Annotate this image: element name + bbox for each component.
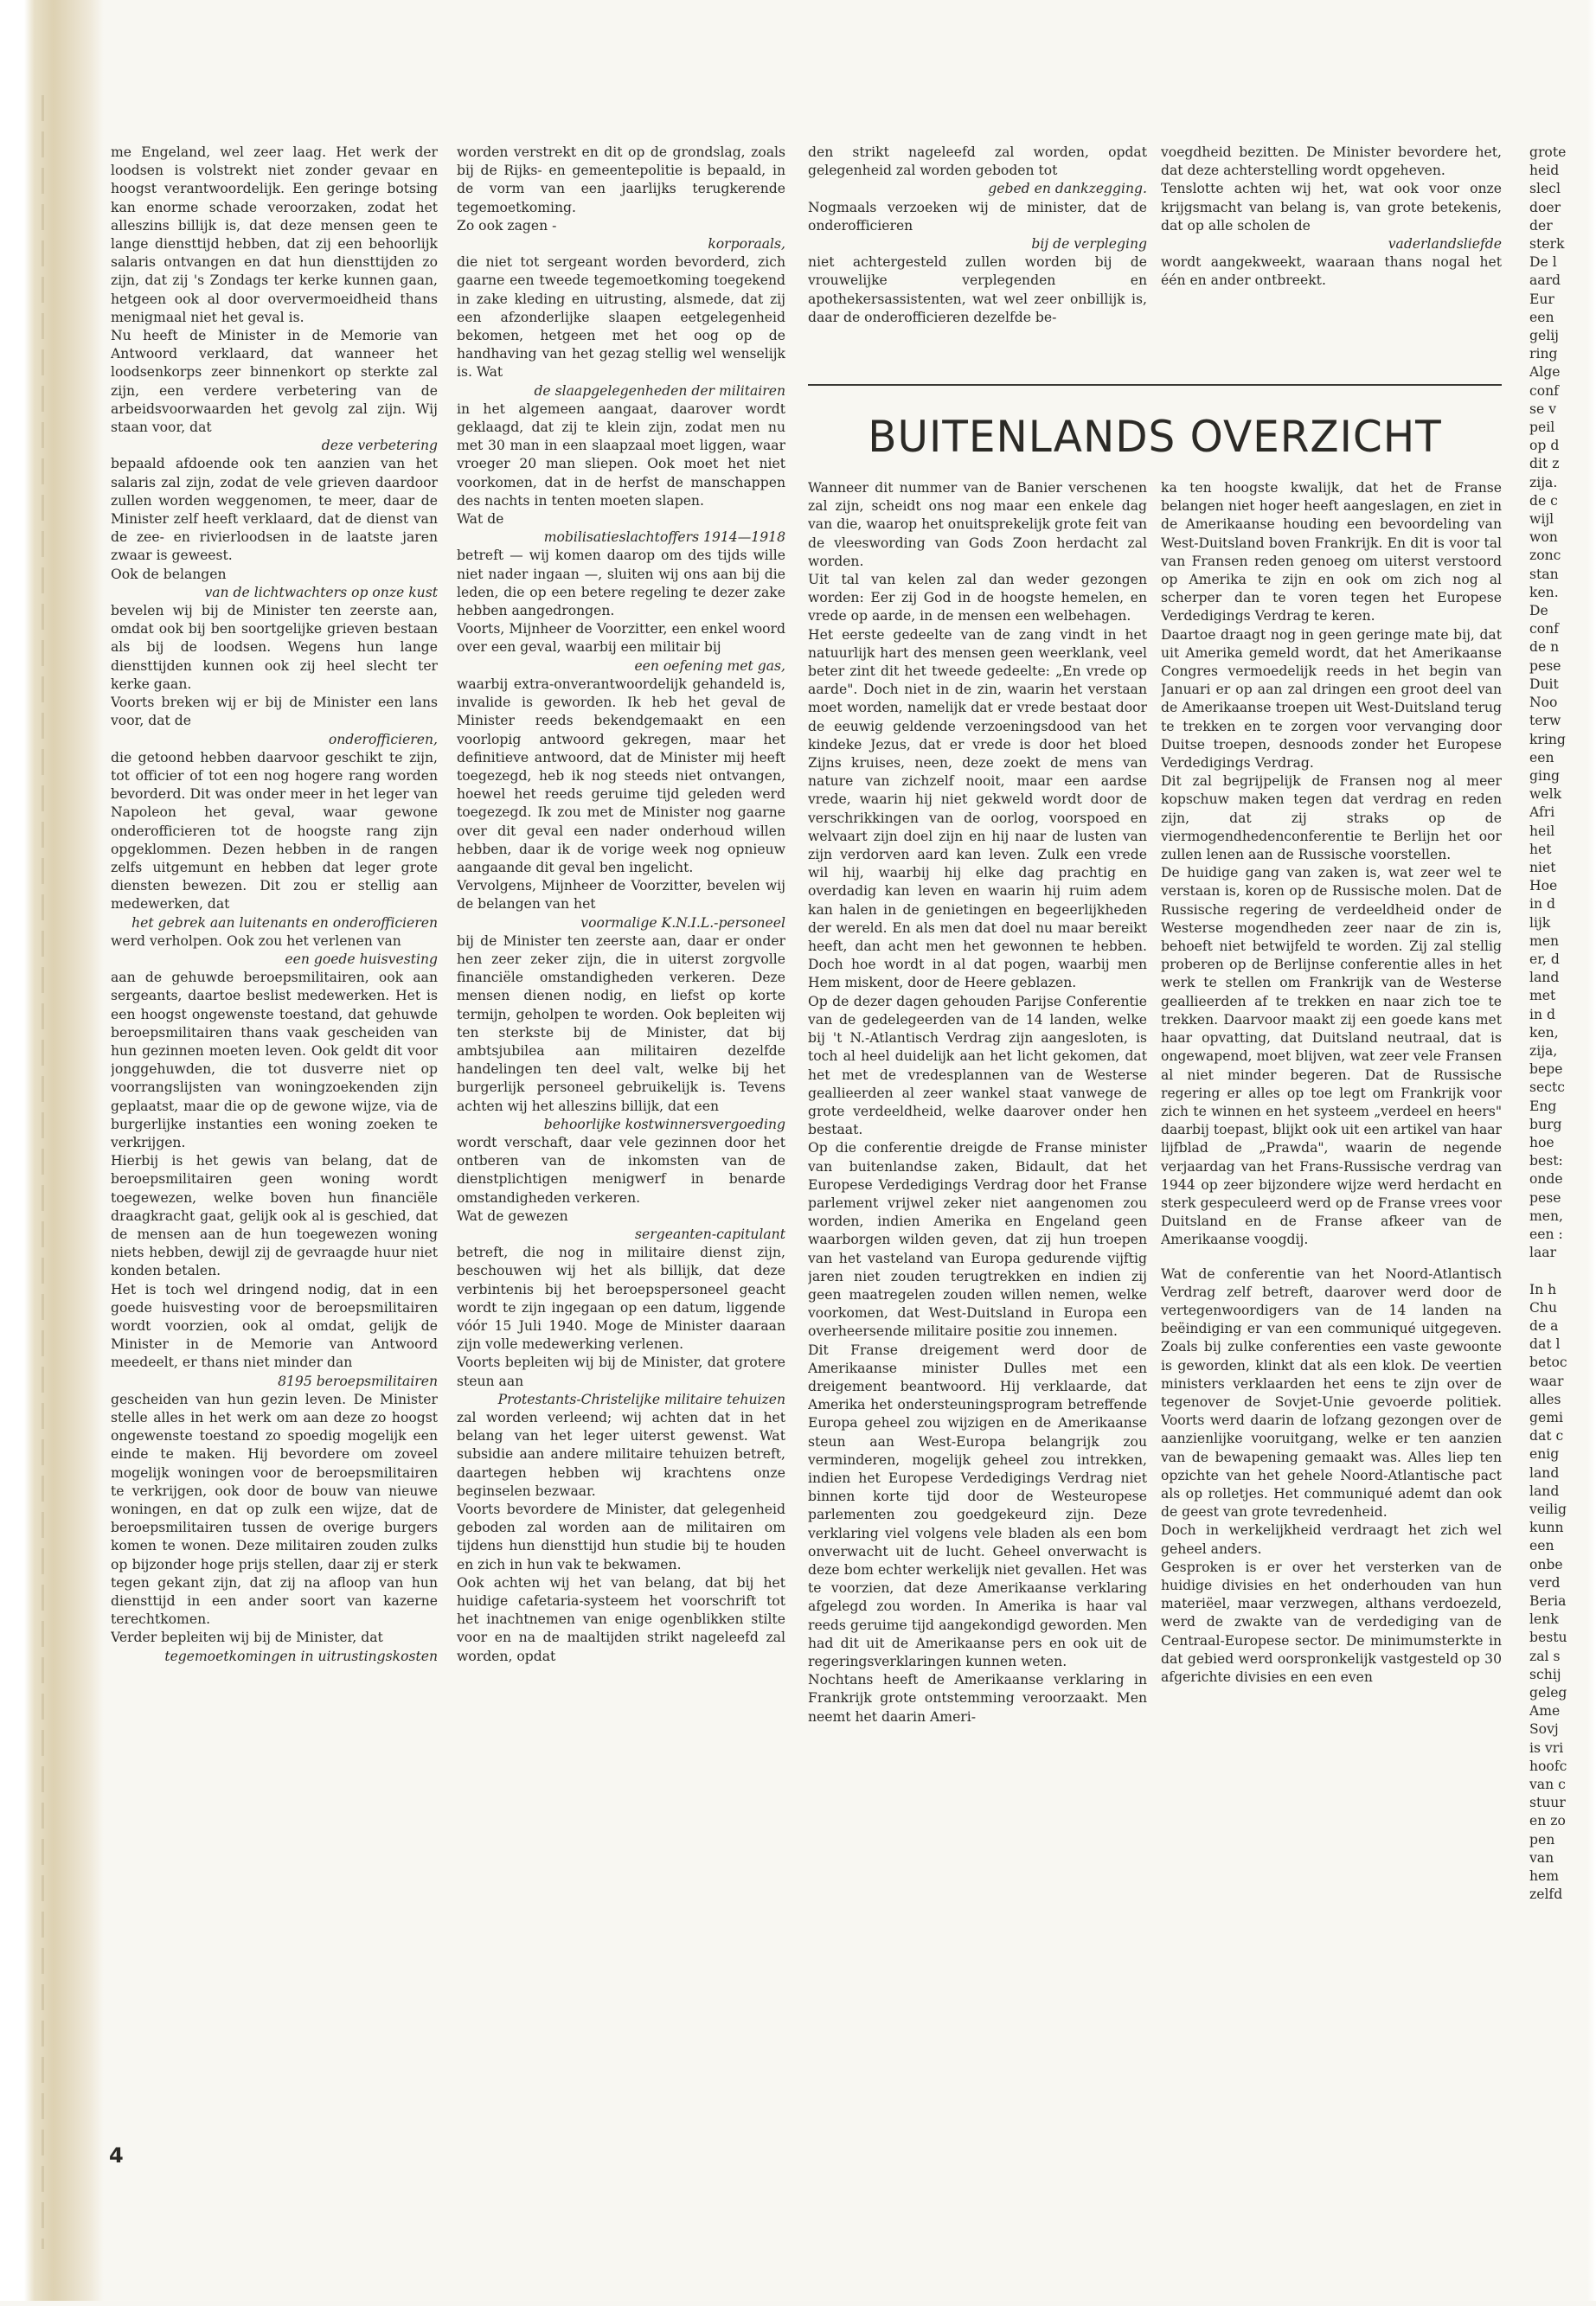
- paragraph: Gesproken is er over het versterken van de huidige divisies en het onderhouden van hun materiëel, maar verzwegen, althans verdoezeld, werd de zwakte van de verdediging van de Centraal-Europese sector. De minimumsterkte in dat gebied werd oorspronkelijk vastgesteld op 30 afgerichte divisies en een even: [1161, 1559, 1502, 1685]
- fragment-line: pese: [1529, 657, 1561, 674]
- section-headline: BUITENLANDS OVERZICHT: [868, 412, 1442, 462]
- fragment-line: Beria: [1529, 1593, 1567, 1610]
- paragraph: ka ten hoogste kwalijk, dat het de Franse belangen niet hoger heeft aangeslagen, en ziet in de Amerikaanse houding een bevoordeling van West-Duitsland boven Frankrijk. En dit is voor tal van Fransen reden genoeg om uiterst verstoord op Amerika te zijn en ook om zich nog al scherper dan te voren tegen het Europese Verdedigings Verdrag te keren.: [1161, 480, 1502, 625]
- fragment-line: zelfd: [1529, 1886, 1563, 1903]
- paragraph: Wat de conferentie van het Noord-Atlantisch Verdrag zelf betreft, daarover werd door de vertegenwoordigers van de 14 landen na beëindiging er van een communiqué uitgegeven. Zoals bij zulke conferenties een vaste gewoonte is geworden, klinkt dat als een klok. De veertien ministers verklaarden het eens te zijn over de tegenover de Sovjet-Unie gevoerde politiek. Voorts werd daarin de lofzang gezongen over de aanzienlijke vooruitgang, welke er ten aanzien van de bewapening gemaakt was. Alles liep ten opzichte van het gehele Noord-Atlantische pact als op rolletjes. Het communiqué ademt dan ook de geest van grote tevredenheid.: [1161, 1265, 1502, 1521]
- paragraph: wordt aangekweekt, waaraan thans nogal het één en ander ontbreekt.: [1161, 254, 1502, 289]
- fragment-line: Afri: [1529, 804, 1555, 821]
- fragment-line: ken,: [1529, 1024, 1559, 1041]
- paragraph: Uit tal van kelen zal dan weder gezongen worden: Eer zij God in de hoogste hemelen, en vrede op aarde, in de mensen een welbehagen.: [808, 572, 1147, 625]
- fragment-line: van: [1529, 1849, 1554, 1866]
- paragraph: me Engeland, wel zeer laag. Het werk der loodsen is volstrekt niet zonder gevaar en hoogst verantwoordelijk. Een geringe botsing kan enorme schade veroorzaken, zodat het alleszins billijk is, dat deze mensen geen te lange diensttijd hebben, dat zij een behoorlijk salaris ontvangen en dat hun diensttijden zo zijn, dat zij 's Zondags ter kerke kunnen gaan, hetgeen ook al door oververmoeidheid thans menigmaal niet het geval is.: [111, 144, 438, 325]
- italic-subheading: behoorlijke kostwinnersvergoeding: [543, 1116, 785, 1132]
- fragment-line: best:: [1529, 1153, 1563, 1169]
- fragment-line: Eur: [1529, 291, 1554, 307]
- binding-stitches: [42, 95, 44, 2249]
- fragment-line: de a: [1529, 1318, 1559, 1334]
- fragment-line: doer: [1529, 199, 1561, 215]
- fragment-line: op d: [1529, 438, 1560, 454]
- fragment-line: men: [1529, 932, 1560, 949]
- paragraph: Dit zal begrijpelijk de Fransen nog al meer kopschuw maken tegen dat verdrag en reden zijn, dat zij straks op de viermogendhedenconferentie te Berlijn het oor zullen lenen aan de Russische voorstellen.: [1161, 773, 1502, 863]
- fragment-line: waar: [1529, 1373, 1564, 1389]
- paragraph: bij de Minister ten zeerste aan, daar er onder hen zeer zeker zijn, die in uiterst zorgvolle financiële omstandigheden verkeren. Deze mensen dienen nodig, en liefst op korte termijn, geholpen te worden. Ook bepleiten wij ten sterkste bij de Minister, dat bij ambtsjubilea aan militairen dezelfde handelingen ten deel valt, welke bij het burgerlijk personeel gebruikelijk is. Tevens achten wij het alleszins billijk, dat een: [457, 932, 785, 1114]
- paragraph: aan de gehuwde beroepsmilitairen, ook aan sergeants, daartoe beslist medewerken. Het is een hoogst ongewenste toestand, dat gehuwde beroepsmilitairen thans vaak gescheiden van hun gezinnen moeten leven. Ook geldt dit voor jonggehuwden, die tot dusverre niet op voorrangslijsten van woningzoekenden zijn geplaatst, maar die op de gewone wijze, via de burgerlijke instanties een woning zoeken te verkrijgen.: [111, 970, 438, 1150]
- fragment-line: in d: [1529, 896, 1555, 913]
- fragment-line: hoofc: [1529, 1758, 1567, 1774]
- italic-subheading: mobilisatieslachtoffers 1914—1918: [543, 529, 785, 546]
- fragment-line: peil: [1529, 420, 1555, 436]
- paragraph: worden verstrekt en dit op de grondslag, zoals bij de Rijks- en gemeentepolitie is bepaald, in de vorm van een jaarlijks terugkerende tegemoetkoming.: [457, 144, 785, 215]
- fragment-line: Hoe: [1529, 878, 1558, 894]
- paragraph: betreft — wij komen daarop om des tijds wille niet nader ingaan —, sluiten wij ons aan bij die leden, die op een betere regeling te dezer zake hebben aangedrongen.: [457, 548, 785, 619]
- paragraph: Nogmaals verzoeken wij de minister, dat de onderofficieren: [808, 199, 1147, 234]
- fragment-line: bepe: [1529, 1061, 1563, 1078]
- paragraph: Op de dezer dagen gehouden Parijse Conferentie van de gedelegeerden van de 14 landen, welke bij 't N.-Atlantisch Verdrag zijn aangesloten, is toch al heel duidelijk aan het licht gekomen, dat het met de vredesplannen van de Westerse geallieerden al zeer wankel staat vanwege de grote verdeeldheid, welke daarover onder hen bestaat.: [808, 993, 1147, 1138]
- fragment-line: ging: [1529, 767, 1560, 784]
- fragment-line: de c: [1529, 492, 1558, 509]
- italic-subheading: korporaals,: [708, 236, 785, 253]
- paragraph: Nu heeft de Minister in de Memorie van Antwoord verklaard, dat wanneer het loodsenkorps zeer binnenkort op sterkte zal zijn, een verdere verbetering van de arbeidsvoorwaarden het gevolg zal zijn. Wij staan voor, dat: [111, 328, 438, 436]
- paragraph: Doch in werkelijkheid verdraagt het zich wel geheel anders.: [1161, 1522, 1502, 1557]
- article-column-1: [111, 144, 438, 2306]
- paragraph: Wanneer dit nummer van de Banier verschenen zal zijn, scheidt ons nog maar een enkele dag van die, waarop het onuitsprekelijk grote feit van de vleeswording van Gods Zoon herdacht zal worden.: [808, 480, 1147, 569]
- overzicht-column-1: [808, 479, 1147, 2278]
- paragraph: wordt verschaft, daar vele gezinnen door het ontberen van de inkomsten van de dienstplichtigen menigwerf in benarde omstandigheden verkeren.: [457, 1134, 785, 1206]
- fragment-line: er, d: [1529, 951, 1560, 967]
- fragment-line: De l: [1529, 254, 1557, 271]
- fragment-line: een: [1529, 1538, 1554, 1554]
- fragment-line: kunn: [1529, 1520, 1564, 1536]
- paragraph: Voorts bevordere de Minister, dat gelegenheid geboden zal worden aan de militairen om tijdens hun diensttijd hun studie bij te houden en zich in hun vak te bekwamen.: [457, 1502, 785, 1573]
- fragment-line: met: [1529, 988, 1556, 1004]
- fragment-line: een :: [1529, 1226, 1563, 1242]
- paragraph: Voorts bepleiten wij bij de Minister, dat grotere steun aan: [457, 1355, 785, 1389]
- paragraph: werd verholpen. Ook zou het verlenen van: [111, 932, 401, 949]
- fragment-line: betoc: [1529, 1355, 1567, 1371]
- fragment-line: In h: [1529, 1281, 1557, 1297]
- paragraph: bepaald afdoende ook ten aanzien van het salaris zal zijn, zodat de vele grieven daardoor zullen worden weggenomen, te meer, daar de Minister zelf heeft verklaard, dat de dienst van de zee- en rivierloodsen in de laatste jaren zwaar is geweest.: [111, 456, 438, 564]
- fragment-line: men,: [1529, 1207, 1564, 1224]
- fragment-line: de n: [1529, 639, 1560, 656]
- fragment-line: Eng: [1529, 1098, 1557, 1114]
- fragment-line: slecl: [1529, 181, 1561, 197]
- fragment-line: [1529, 1262, 1596, 1280]
- paragraph: Ook achten wij het van belang, dat bij het huidige cafetaria-systeem het voorschrift tot het inachtnemen van enige ogenblikken stilte voor en na de maaltijden strikt nageleefd zal worden, opdat: [457, 1574, 785, 1664]
- paragraph: den strikt nageleefd zal worden, opdat gelegenheid zal worden geboden tot: [808, 144, 1147, 179]
- article-column-2: [457, 144, 785, 2306]
- fragment-line: zija,: [1529, 1042, 1558, 1059]
- paragraph: Op die conferentie dreigde de Franse minister van buitenlandse zaken, Bidault, dat het Europese Verdedigings Verdrag door het Franse parlement vrijwel zeker niet aangenomen zou worden, indien Amerika en Engeland geen waarborgen wilden geven, dat zij hun troepen van het vasteland van Europa gedurende vijftig jaren niet zouden terugtrekken en indien zij geen maatregelen zouden willen nemen, welke voorkomen, dat West-Duitsland in Europa een overheersende militaire positie zou innemen.: [808, 1140, 1147, 1340]
- fragment-line: heid: [1529, 163, 1560, 179]
- italic-subheading: deze verbetering: [321, 438, 438, 454]
- fragment-line: hem: [1529, 1868, 1560, 1885]
- fragment-line: land: [1529, 1464, 1560, 1481]
- fragment-line: bestu: [1529, 1630, 1567, 1646]
- paragraph: niet achtergesteld zullen worden bij de vrouwelijke verplegenden en apothekersassistenten, wat wel zeer onbillijk is, daar de onderofficieren dezelfde be-: [808, 254, 1147, 325]
- article-column-3: [808, 144, 1147, 368]
- fragment-line: Alge: [1529, 364, 1561, 381]
- italic-subheading: een oefening met gas,: [634, 657, 785, 674]
- paragraph: Ook de belangen: [111, 566, 227, 582]
- article-column-4: [1161, 144, 1502, 368]
- fragment-line: schij: [1529, 1666, 1561, 1682]
- fragment-line: aard: [1529, 272, 1561, 289]
- fragment-line: wijl: [1529, 511, 1554, 528]
- fragment-line: stuur: [1529, 1795, 1566, 1811]
- italic-subheading: van de lichtwachters op onze kust: [204, 584, 438, 600]
- paragraph: waarbij extra-onverantwoordelijk gehandeld is, invalide is geworden. Ik heb het geval de Minister reeds bekendgemaakt en een voorlopig antwoord gekregen, maar het definitieve antwoord, dat de Minister mij heeft toegezegd, heb ik nog steeds niet ontvangen, hoewel het reeds geruime tijd geleden werd toegezegd. Ik zou met de Minister nog gaarne over dit geval een nader onderhoud willen hebben, daar ik de vorige week nog opnieuw aangaande dit geval ben ingelicht.: [457, 676, 785, 875]
- fragment-line: welk: [1529, 786, 1562, 803]
- paragraph: De huidige gang van zaken is, wat zeer wel te verstaan is, koren op de Russische molen. Dat de Russische regering de verdeeldheid onder de Westerse mogendheden zeer naar de zin is, behoeft niet betwijfeld te worden. Zij zal stellig proberen op de Berlijnse conferentie alles in het werk te stellen om Frankrijk van de Westerse geallieerden af te trekken en naar zich toe te trekken. Daarvoor maakt zij een goede kans met haar opvatting, dat Duitsland neutraal, dat is ongewapend, moet blijven, wat zeer vele Fransen al niet minder begeren. Dat de Russische regering er alles op toe legt om Frankrijk voor zich te winnen en het systeem „verdeel en heers" daarbij toepast, blijkt ook uit een artikel van haar lijfblad de „Prawda", waarin de negende verjaardag van het Frans-Russische verdrag van 1944 op zeer bijzondere wijze werd herdacht en sterk gespeculeerd werd op de Franse vrees voor Duitsland en de Franse afkeer van de Amerikaanse voogdij.: [1161, 865, 1502, 1248]
- fragment-line: veilig: [1529, 1502, 1567, 1518]
- paragraph: Tenslotte achten wij het, wat ook voor onze krijgsmacht van belang is, van grote betekenis, dat op alle scholen de: [1161, 181, 1502, 234]
- fragment-line: laar: [1529, 1245, 1557, 1261]
- fragment-line: burg: [1529, 1116, 1562, 1132]
- fragment-line: alles: [1529, 1391, 1561, 1407]
- paragraph: die getoond hebben daarvoor geschikt te zijn, tot officier of tot een nog hogere rang worden bevorderd. Dit was onder meer in het leger van Napoleon het geval, waar gewone onderofficieren tot de hoogste rang zijn opgeklommen. Dezen hebben in de rangen zelfs uitgemunt en hebben dat leger grote diensten bewezen. Dit zou er stellig aan medewerken, dat: [111, 749, 438, 913]
- fragment-line: in d: [1529, 1006, 1555, 1022]
- italic-subheading: de slaapgelegenheden der militairen: [534, 382, 785, 399]
- paragraph: voegdheid bezitten. De Minister bevordere het, dat deze achterstelling wordt opgeheven.: [1161, 144, 1502, 179]
- italic-subheading: bij de verpleging: [1031, 236, 1147, 253]
- paragraph-gap: [1161, 1250, 1502, 1265]
- fragment-line: land: [1529, 970, 1560, 986]
- paragraph: Dit Franse dreigement werd door de Amerikaanse minister Dulles met een dreigement beantwoord. Hij verklaarde, dat Amerika het ondersteuningsprogram betreffende Europa geheel zou wijzigen en de Amerikaanse steun aan West-Europa belangrijk zou verminderen, mogelijk geheel zou intrekken, indien het Europese Verdedigings Verdrag niet binnen korte tijd door de Westeuropese parlementen zou goedgekeurd zijn. Deze verklaring viel volgens vele bladen als een bom onverwacht uit de lucht. Geheel onverwacht is deze bom echter werkelijk niet gevallen. Het was te voorzien, dat deze Amerikaanse verklaring afgelegd zou worden. In Amerika is haar val reeds geruime tijd aangekondigd geworden. Men had dit uit de Amerikaanse pers en ook uit de regeringsverklaringen kunnen weten.: [808, 1342, 1147, 1669]
- fragment-line: grote: [1529, 144, 1567, 160]
- fragment-line: der: [1529, 217, 1553, 234]
- page-number: 4: [109, 2143, 124, 2168]
- italic-subheading: het gebrek aan luitenants en onderofficieren: [131, 914, 438, 931]
- fragment-line: enig: [1529, 1446, 1560, 1463]
- fragment-line: verd: [1529, 1574, 1561, 1591]
- fragment-line: geleg: [1529, 1685, 1567, 1701]
- fragment-line: stan: [1529, 566, 1559, 582]
- fragment-line: dat l: [1529, 1336, 1561, 1353]
- fragment-line: is vri: [1529, 1739, 1564, 1756]
- fragment-line: conf: [1529, 621, 1559, 637]
- fragment-line: Duit: [1529, 676, 1559, 692]
- paragraph: Vervolgens, Mijnheer de Voorzitter, bevelen wij de belangen van het: [457, 878, 785, 913]
- paragraph: die niet tot sergeant worden bevorderd, zich gaarne een tweede tegemoetkoming toegekend in zake kleding en uitrusting, alsmede, dat zij een afzonderlijke slaapen eetgelegenheid bekomen, hetgeen met het oog op de handhaving van het gezag stellig wel wenselijk is. Wat: [457, 254, 785, 381]
- fragment-line: en zo: [1529, 1813, 1566, 1829]
- fragment-line: Ame: [1529, 1703, 1561, 1720]
- paragraph: Wat de gewezen: [457, 1207, 568, 1224]
- fragment-line: dat c: [1529, 1428, 1564, 1444]
- fragment-line: dit z: [1529, 456, 1560, 472]
- paragraph: Zo ook zagen -: [457, 217, 557, 234]
- paragraph: in het algemeen aangaat, daarover wordt geklaagd, dat zij te klein zijn, zodat men nu met 30 man in een slaapzaal moet liggen, waar vroeger 20 man sliepen. Ook moet het niet voorkomen, dat in de herfst de manschappen des nachts in tenten moeten slapen.: [457, 400, 785, 509]
- italic-subheading: een goede huisvesting: [285, 951, 438, 967]
- fragment-line: onde: [1529, 1171, 1563, 1188]
- fragment-line: land: [1529, 1483, 1560, 1499]
- paragraph: gescheiden van hun gezin leven. De Minister stelle alles in het werk om aan deze zo hoogst ongewenste toestand zo spoedig mogelijk een einde te maken. Hij bevordere om zoveel mogelijk woningen voor de beroepsmilitairen te verkrijgen, ook door de bouw van nieuwe woningen, en dat op zulk een wijze, dat de beroepsmilitairen tussen de overige burgers komen te wonen. Deze militairen zouden zulks op bijzonder hoge prijs stellen, daar zij er sterk tegen gekant zijn, dat zij na afloop van hun diensttijd in een ander soort van kazerne terechtkomen.: [111, 1391, 438, 1628]
- paragraph: Voorts breken wij er bij de Minister een lans voor, dat de: [111, 695, 438, 729]
- fragment-line: hoe: [1529, 1134, 1554, 1150]
- fragment-line: se v: [1529, 400, 1556, 417]
- italic-subheading: 8195 beroepsmilitairen: [278, 1373, 438, 1389]
- fragment-line: De: [1529, 603, 1548, 619]
- paragraph: zal worden verleend; wij achten dat in het belang van het leger uiterst gewenst. Wat subsidie aan andere militaire tehuizen betreft, daartegen hebben wij krachtens onze beginselen bezwaar.: [457, 1410, 785, 1499]
- italic-subheading: onderofficieren,: [328, 731, 438, 747]
- italic-subheading: gebed en dankzegging.: [988, 181, 1147, 197]
- paragraph: bevelen wij bij de Minister ten zeerste aan, omdat ook bij ben soortgelijke grieven bestaan als bij de loodsen. Wegens hun lange diensttijden kunnen ook zij heel slecht ter kerke gaan.: [111, 603, 438, 692]
- fragment-line: een: [1529, 749, 1554, 765]
- fragment-line: conf: [1529, 382, 1559, 399]
- paragraph: Hierbij is het gewis van belang, dat de beroepsmilitairen geen woning wordt toegewezen, welke boven hun financiële draagkracht gaat, gelijk ook al is geschied, dat de mensen aan de hun toegewezen woning niets hebben, dewijl zij de gevraagde huur niet konden betalen.: [111, 1153, 438, 1279]
- fragment-line: ken.: [1529, 584, 1559, 600]
- italic-subheading: voormalige K.N.I.L.-personeel: [580, 914, 785, 931]
- fragment-line: Chu: [1529, 1299, 1558, 1316]
- next-page-fragment: [1529, 144, 1596, 2306]
- fragment-line: onbe: [1529, 1556, 1563, 1573]
- page-binding: [0, 0, 104, 2301]
- fragment-line: heil: [1529, 823, 1555, 839]
- paragraph: Verder bepleiten wij bij de Minister, dat: [111, 1630, 383, 1646]
- fragment-line: gelij: [1529, 328, 1560, 344]
- italic-subheading: tegemoetkomingen in uitrustingskosten: [164, 1648, 438, 1664]
- fragment-line: kring: [1529, 731, 1566, 747]
- fragment-line: sterk: [1529, 236, 1565, 253]
- fragment-line: Sovj: [1529, 1721, 1559, 1738]
- fragment-line: Noo: [1529, 695, 1558, 711]
- fragment-line: zonc: [1529, 548, 1561, 564]
- italic-subheading: vaderlandsliefde: [1388, 236, 1502, 253]
- fragment-line: niet: [1529, 859, 1556, 875]
- paragraph: Daartoe draagt nog in geen geringe mate bij, dat uit Amerika gemeld wordt, dat het Amerikaanse Congres vermoedelijk reeds in het begin van Januari er op aan zal dringen een groot deel van de Amerikaanse troepen uit West-Duitsland terug te trekken en te zorgen voor vervanging door Duitse troepen, desnoods zonder het Europese Verdedigings Verdrag.: [1161, 626, 1502, 772]
- fragment-line: ring: [1529, 346, 1558, 362]
- fragment-line: zal s: [1529, 1648, 1561, 1664]
- overzicht-column-2: [1161, 479, 1502, 2278]
- fragment-line: won: [1529, 529, 1558, 546]
- paragraph: Wat de: [457, 511, 504, 528]
- paragraph: Nochtans heeft de Amerikaanse verklaring in Frankrijk grote ontstemming veroorzaakt. Men neemt het daarin Ameri-: [808, 1672, 1147, 1725]
- fragment-line: lijk: [1529, 914, 1551, 931]
- fragment-line: sectc: [1529, 1079, 1565, 1096]
- fragment-line: van c: [1529, 1777, 1566, 1793]
- paragraph: Het eerste gedeelte van de zang vindt in het natuurlijk hart des mensen geen weerklank, veel beter zint dit het tweede gedeelte: „En vrede op aarde". Doch niet in de zin, waarin het verstaan moet worden, namelijk dat er vrede bestaat door de eeuwig geldende verzoeningsdood van het kindeke Jezus, dat er vrede is door het bloed Zijns kruises, neen, deze zoekt de mens van nature van zichzelf nooit, maar een aardse vrede, waarin hij niet gekweld wordt door de verschrikkingen van de oorlog, voorspoed en welvaart zijn doel zijn en hij naar de lusten van zijn verdorven aard kan leven. Zulk een vrede wil hij, waarbij hij elke dag prachtig en overdadig kan leven en waarin hij ruim adem kan halen in de genietingen en begeerlijkheden der wereld. En als men dat doel nu maar bereikt heeft, dan acht men het gewonnen te hebben. Doch hoe wordt in al dat pogen, waarbij men Hem miskent, door de Heere geblazen.: [808, 626, 1147, 991]
- italic-subheading: sergeanten-capitulant: [635, 1226, 785, 1242]
- section-divider: [808, 384, 1502, 386]
- fragment-line: terw: [1529, 713, 1561, 729]
- fragment-line: gemi: [1529, 1410, 1563, 1426]
- fragment-line: pese: [1529, 1189, 1561, 1206]
- fragment-line: zija.: [1529, 474, 1558, 490]
- paragraph: Het is toch wel dringend nodig, dat in een goede huisvesting voor de beroepsmilitairen wordt voorzien, ook al omdat, gelijk de Minister in de Memorie van Antwoord meedeelt, er thans niet minder dan: [111, 1281, 438, 1371]
- fragment-line: lenk: [1529, 1611, 1559, 1628]
- fragment-line: pen: [1529, 1831, 1555, 1848]
- fragment-line: het: [1529, 841, 1552, 857]
- paragraph: betreft, die nog in militaire dienst zijn, beschouwen wij het als billijk, dat deze verbintenis bij het beroepspersoneel geacht wordt te zijn ingegaan op een datum, liggende vóór 15 Juli 1940. Moge de Minister daaraan zijn volle medewerking verlenen.: [457, 1245, 785, 1353]
- fragment-line: een: [1529, 309, 1554, 325]
- italic-subheading: Protestants-Christelijke militaire tehuizen: [497, 1391, 785, 1407]
- paragraph: Voorts, Mijnheer de Voorzitter, een enkel woord over een geval, waarbij een militair bij: [457, 621, 785, 656]
